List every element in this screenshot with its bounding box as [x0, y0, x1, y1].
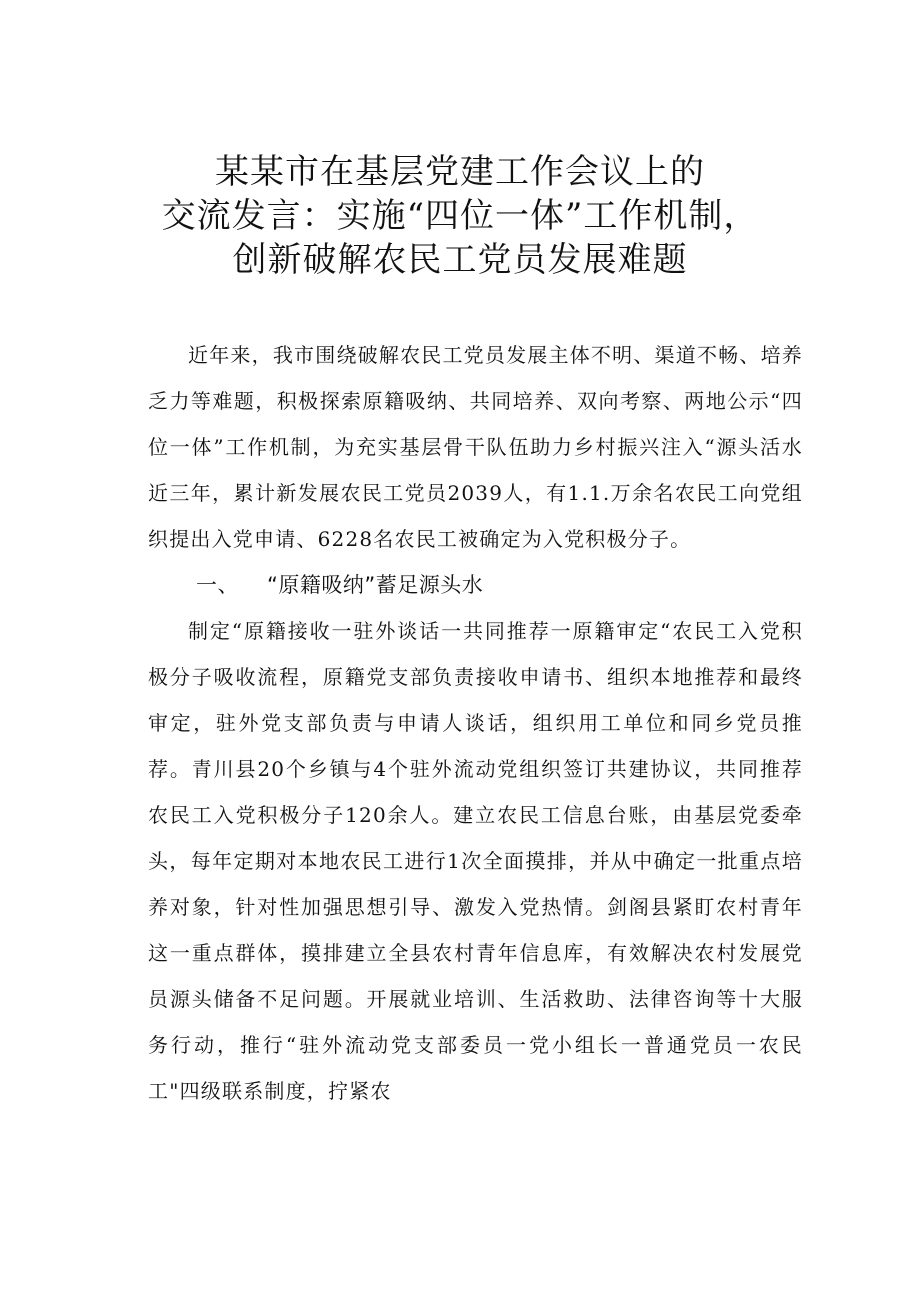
- document-title: [120, 150, 800, 282]
- section-1-number: 一、: [196, 573, 239, 597]
- title-line-3: 创新破解农民工党员发展难题: [232, 240, 688, 280]
- section-1-heading-text: “原籍吸纳”蓄足源头水: [267, 573, 484, 597]
- title-line-1: 某某市在基层党建工作会议上的: [215, 152, 705, 192]
- section-1-heading: [148, 562, 803, 608]
- section-1-paragraph: 制定“原籍接收一驻外谈话一共同推荐一原籍审定“农民工入党积极分子吸收流程，原籍党支部负责接收申请书、组织本地推荐和最终审定，驻外党支部负责与申请人谈话，组织用工单位和同乡党员推荐。青川县20个乡镇与4个驻外流动党组织签订共建协议，共同推荐农民工入党积极分子120余人。建立农民工信息台账，由基层党委牵头，每年定期对本地农民工进行1次全面摸排，并从中确定一批重点培养对象，针对性加强思想引导、激发入党热情。剑阁县紧盯农村青年这一重点群体，摸排建立全县农村青年信息库，有效解决农村发展党员源头储备不足问题。开展就业培训、生活救助、法律咨询等十大服务行动，推行“驻外流动党支部委员一党小组长一普通党员一农民工"四级联系制度，拧紧农: [148, 619, 803, 1103]
- intro-paragraph: 近年来，我市围绕破解农民工党员发展主体不明、渠道不畅、培养乏力等难题，积极探索原籍吸纳、共同培养、双向考察、两地公示“四位一体”工作机制，为充实基层骨干队伍助力乡村振兴注入“源头活水近三年，累计新发展农民工党员2039人，有1.1.万余名农民工向党组织提出入党申请、6228名农民工被确定为入党积极分子。: [148, 343, 803, 551]
- document-body: [148, 332, 803, 1114]
- title-line-2: 交流发言：实施“四位一体”工作机制，: [161, 196, 759, 236]
